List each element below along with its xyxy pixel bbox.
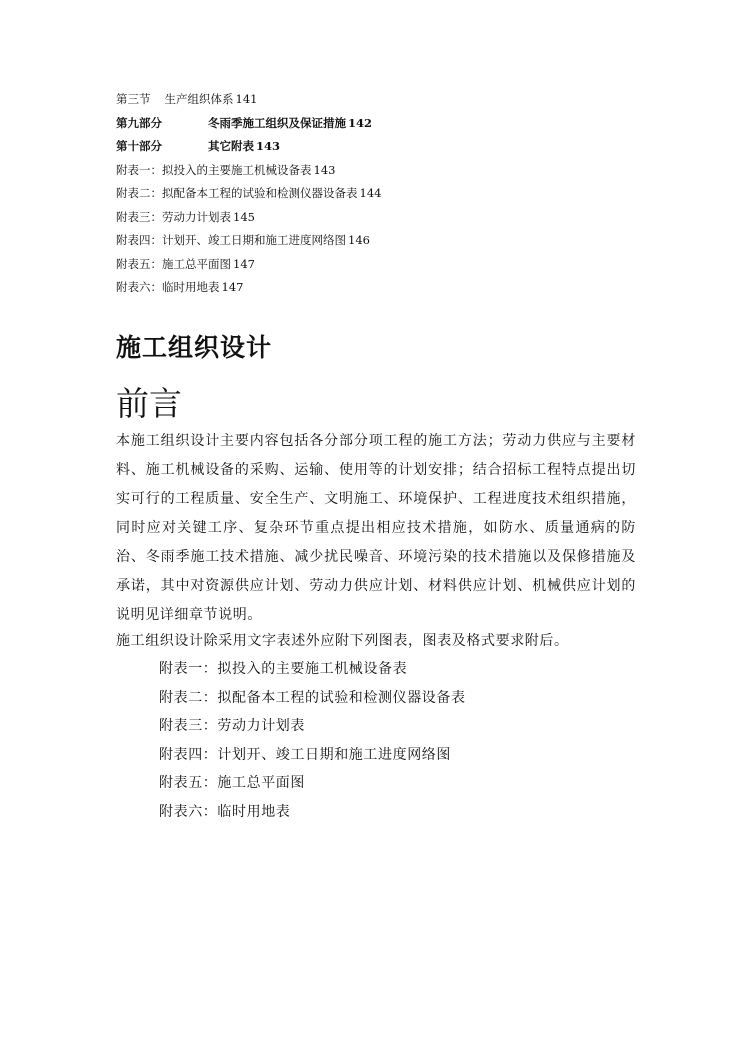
appendix-list [159, 655, 466, 827]
toc-entry-label: 附表二： [116, 186, 162, 200]
toc-entry-page: 147 [221, 280, 244, 294]
toc-entry-title: 计划开、竣工日期和施工进度网络图 [162, 233, 346, 247]
toc-entry-title: 生产组织体系 [164, 92, 234, 106]
toc-entry-label: 第十部分 [116, 139, 162, 153]
toc-entry-label: 第三节 [116, 92, 151, 106]
toc-entry-appendix-6[interactable] [116, 276, 676, 300]
toc-entry-appendix-1[interactable] [116, 159, 676, 183]
toc-entry-title: 拟配备本工程的试验和检测仪器设备表 [162, 186, 358, 200]
toc-entry-page: 144 [359, 186, 382, 200]
toc-entry-title: 施工总平面图 [162, 256, 231, 271]
toc-entry-page: 146 [348, 233, 370, 247]
toc-entry-part-10[interactable] [116, 135, 676, 159]
toc-entry-section-3[interactable] [116, 88, 676, 112]
list-item: 附表二：拟配备本工程的试验和检测仪器设备表 [159, 689, 466, 706]
table-of-contents [116, 88, 676, 300]
toc-entry-page: 142 [348, 115, 373, 130]
toc-entry-page: 147 [233, 256, 255, 271]
toc-entry-appendix-2[interactable] [116, 182, 676, 206]
toc-entry-label: 附表一： [116, 162, 162, 177]
toc-entry-label: 附表六： [116, 280, 162, 294]
list-item: 附表六：临时用地表 [159, 803, 291, 820]
toc-entry-page: 141 [235, 92, 258, 106]
preface-heading: 前言 [116, 384, 182, 423]
document-heading: 施工组织设计 [116, 333, 273, 362]
list-item: 附表四：计划开、竣工日期和施工进度网络图 [159, 746, 451, 763]
list-item: 附表五：施工总平面图 [159, 775, 305, 792]
toc-entry-label: 附表三： [116, 209, 162, 224]
preface-paragraph: 本施工组织设计主要内容包括各分部分项工程的施工方法；劳动力供应与主要材料、施工机械设备的采购、运输、使用等的计划安排；结合招标工程特点提出切实可行的工程质量、安全生产、文明施工、环境保护、工程进度技术组织措施，同时应对关键工序、复杂环节重点提出相应技术措施，如防水、质量通病的防治、冬雨季施工技术措施、减少扰民噪音、环境污染的技术措施以及保修措施及承诺，其中对资源供应计划、劳动力供应计划、材料供应计划、机械供应计划的说明见详细章节说明。 [116, 433, 636, 623]
toc-entry-page: 145 [233, 209, 255, 224]
appendix-intro-line: 施工组织设计除采用文字表述外应附下列图表，图表及格式要求附后。 [116, 633, 569, 649]
toc-entry-label: 附表四： [116, 233, 162, 247]
toc-entry-page: 143 [256, 139, 281, 153]
toc-entry-title: 临时用地表 [162, 280, 220, 294]
toc-entry-title: 其它附表 [208, 139, 254, 153]
toc-entry-label: 第九部分 [116, 115, 162, 130]
toc-entry-appendix-4[interactable] [116, 229, 676, 253]
list-item: 附表三：劳动力计划表 [159, 718, 305, 735]
toc-entry-title: 拟投入的主要施工机械设备表 [162, 162, 312, 177]
toc-entry-appendix-5[interactable] [116, 253, 676, 277]
toc-entry-title: 劳动力计划表 [162, 209, 231, 224]
toc-entry-part-9[interactable] [116, 112, 676, 136]
toc-entry-title: 冬雨季施工组织及保证措施 [208, 115, 346, 130]
toc-entry-appendix-3[interactable] [116, 206, 676, 230]
toc-entry-label: 附表五： [116, 256, 162, 271]
toc-entry-page: 143 [313, 162, 336, 177]
list-item: 附表一：拟投入的主要施工机械设备表 [159, 661, 408, 677]
